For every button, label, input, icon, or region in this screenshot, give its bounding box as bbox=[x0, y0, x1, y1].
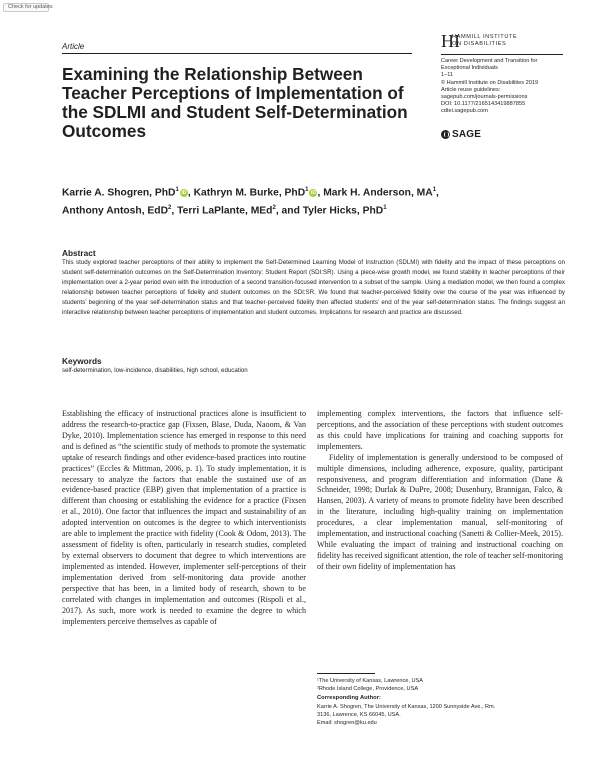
affiliation-marker: 1 bbox=[305, 187, 309, 193]
corresponding-author-info bbox=[317, 703, 562, 728]
logo-line-2: ON DISABILITIES bbox=[452, 41, 507, 47]
author-name[interactable]: Terri LaPlante, MEd bbox=[177, 205, 273, 217]
abstract-heading: Abstract bbox=[62, 248, 96, 258]
author-name[interactable]: Anthony Antosh, EdD bbox=[62, 205, 169, 217]
orcid-icon[interactable]: iD bbox=[181, 190, 187, 197]
keywords-heading: Keywords bbox=[62, 356, 102, 366]
body-column-right bbox=[317, 409, 563, 573]
author-name[interactable]: Kathryn M. Burke, PhD bbox=[193, 187, 306, 199]
author-list: Karrie A. Shogren, PhD$^1$iD , Kathryn M. Burke, PhD$^1$iD , Mark H. Anderson, $MA^1$, Anthony Antosh, EdD$^2$, Terri LaPlante, MEd$^2$, and Tyler Hicks, PhD$^1$ bbox=[62, 187, 439, 217]
article-title: Examining the Relationship Between Teacher Perceptions of Implementation of the SDLMI and Student Self-Determination Outcomes bbox=[62, 64, 408, 141]
header-rule bbox=[62, 53, 412, 54]
logo-line-1: HAMMILL INSTITUTE bbox=[452, 34, 518, 40]
sage-disc-icon bbox=[441, 130, 450, 139]
abstract-text: This study explored teacher perceptions of their ability to implement the Self-Determined Learning Model of Instruction (SDLMI) with fidelity and the impact of these perceptions on student self-determination outcomes on the Self-Determination Inventory: Student Report (SDI:SR). Using a piece-wise growth model, we found stability in teacher perceptions of their implementation over a 2-year period even with the introduction of a second transition-focused intervention to a subset of the sample. Using a mediation model, we then found a complex relationship between teacher perceptions of fidelity and student outcomes on the SDI:SR. We found that teacher-perceived fidelity over the course of the year was influenced by students’ beginning of the year self-determination status and that teacher-perceived fidelity then affected students’ end of the year self-determination status. The findings suggest an interactive relationship between teacher perceptions of implementation and student outcomes. Implications for research and practice are discussed. bbox=[62, 259, 565, 316]
corresponding-line-1: Karrie A. Shogren, The University of Kansas, 1200 Sunnyside Ave., Rm. bbox=[317, 704, 496, 710]
orcid-icon[interactable]: iD bbox=[310, 190, 316, 197]
body-column-left: Establishing the efficacy of instructional practices alone is insufficient to address the research-to-practice gap (Fixsen, Blase, Duda, Naoom, & Van Dyke, 2010). Implementation science has emerged in response to this need and is defined as “the scientific study of methods to promote the systematic uptake of research findings and other evidence-based practices into routine practices” (Eccles & Mittman, 2006, p. 1). To study implementation, it is necessary to analyze the factors that enable the sustained use of an evidence-based practice (EBP) given that implementation of a practice is different than choosing or establishing the evidence for a practice (Fixsen et al., 2010). One factor that influences the impact and sustainability of an adopted intervention on outcomes is the degree to which interventionists are able to implement the practice with fidelity (Cook & Odom, 2013). The assessment of fidelity is often, particularly in research studies, completed by external observers to document that degree to which interventions are implemented as intended. However, implementer self-perceptions of their implementation derived from self-monitoring data provide another perspective that has been, in a limited body of research, shown to be correlated with changes in implementation and outcomes (Rispoli et al., 2017). As such, more work is needed to examine the degree to which implementers perceive themselves as capable of bbox=[62, 409, 306, 626]
journal-name-line2: Exceptional Individuals bbox=[441, 65, 498, 72]
affiliation-marker: 1 bbox=[175, 187, 179, 193]
hammill-institute-logo bbox=[441, 33, 551, 49]
affiliation-marker: 1 bbox=[432, 187, 437, 193]
logo-letters: HI bbox=[441, 31, 460, 51]
corresponding-line-2: 3136, Lawrence, KS 66045, USA. bbox=[317, 712, 401, 719]
affiliation-marker: 2 bbox=[168, 204, 172, 211]
publisher-rule bbox=[441, 54, 563, 55]
permissions-link[interactable]: sagepub.com/journals-permissions bbox=[441, 94, 528, 101]
keywords-text: self-determination, low-incidence, disabilities, high school, education bbox=[62, 367, 248, 374]
check-for-updates-label: Check for updates bbox=[8, 4, 53, 10]
sage-logo bbox=[441, 129, 481, 140]
author-name[interactable]: and Tyler Hicks, PhD bbox=[281, 205, 384, 217]
journal-name-line1: Career Development and Transition for bbox=[441, 58, 538, 64]
reuse-guidelines: Article reuse guidelines: bbox=[441, 86, 501, 93]
check-for-updates-badge[interactable] bbox=[3, 3, 53, 12]
page-range: 1–11 bbox=[441, 72, 454, 79]
sage-wordmark: SAGE bbox=[452, 129, 482, 140]
journal-url[interactable]: cdtei.sagepub.com bbox=[441, 108, 488, 115]
affiliations bbox=[317, 677, 563, 693]
corresponding-author-heading: Corresponding Author: bbox=[317, 695, 381, 701]
affiliation-marker: 1 bbox=[383, 204, 387, 211]
affiliation-1: ¹The University of Kansas, Lawrence, USA bbox=[317, 678, 424, 684]
doi[interactable]: DOI: 10.1177/2165143419887855 bbox=[441, 101, 526, 108]
author-name[interactable]: Karrie A. Shogren, PhD bbox=[62, 187, 176, 199]
journal-info bbox=[441, 58, 566, 116]
article-type-label: Article bbox=[62, 42, 85, 51]
footnote-rule bbox=[317, 673, 375, 674]
body-paragraph: implementing complex interventions, the factors that influence self-perceptions, and the association of these perceptions with student outcomes as this could have implications for training and coaching supports for implementers. bbox=[317, 409, 563, 451]
affiliation-marker: 2 bbox=[272, 204, 276, 211]
copyright: © Hammill Institute on Disabilities 2019 bbox=[441, 79, 539, 86]
body-paragraph: Fidelity of implementation is generally understood to be composed of multiple dimensions, including adherence, exposure, quality, participant responsiveness, and program differentiation and information (Dane & Schneider, 1998; Durlak & DuPre, 2008; Dusenbury, Brannigan, Falco, & Hansen, 2003). A variety of means to promote fidelity have been described in the literature, including high-quality training on implementation procedures, a clear implementation manual, self-monitoring of implementation, and instructional coaching (Sanetti & Collier-Meek, 2015). While evaluating the impact of training and instructional coaching on fidelity has received significant attention, the role of teacher self-monitoring of their own fidelity of implementation has bbox=[317, 452, 563, 571]
corresponding-email[interactable]: Email: shogren@ku.edu bbox=[317, 720, 377, 727]
author-name[interactable]: Mark H. Anderson, MA bbox=[323, 187, 433, 199]
affiliation-2: ²Rhode Island College, Providence, USA bbox=[317, 686, 419, 693]
